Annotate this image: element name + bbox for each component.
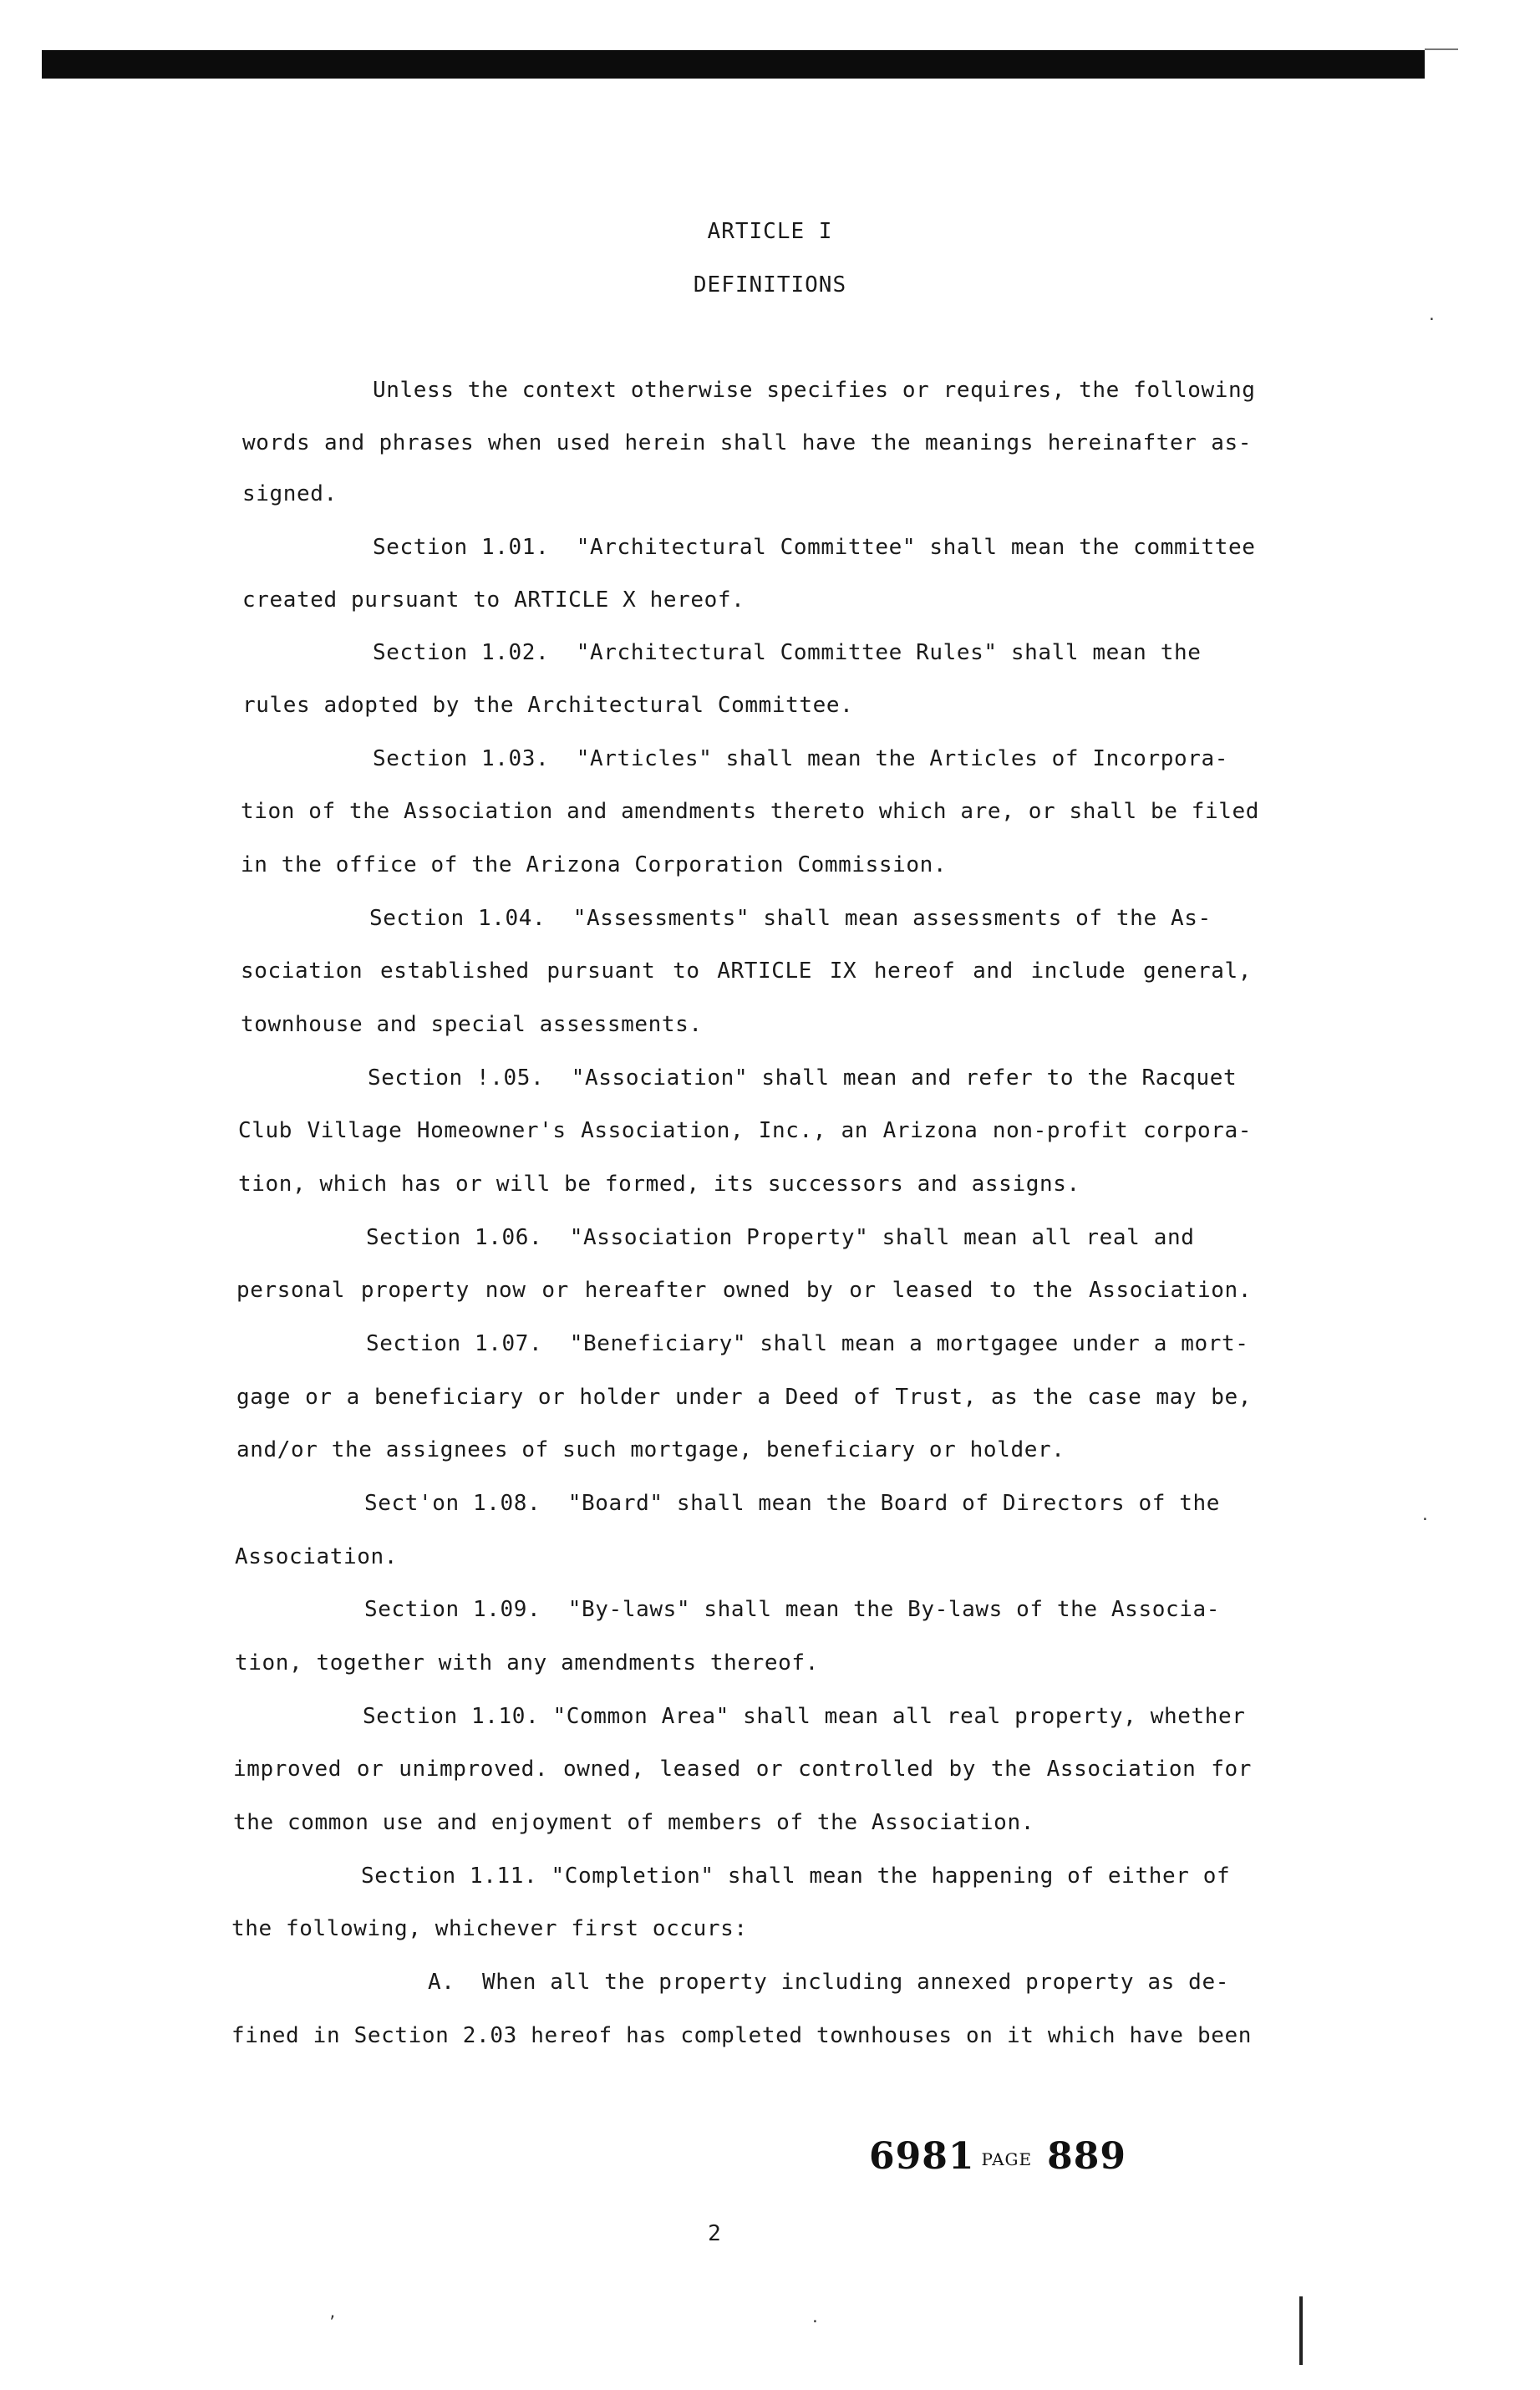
text-line: in the office of the Arizona Corporation Commission. (241, 852, 948, 877)
text-line: Section 1.03. "Articles" shall mean the Articles of Incorpora- (373, 746, 1228, 771)
article-title: ARTICLE I (707, 219, 833, 244)
text-line: Club Village Homeowner's Association, Inc., an Arizona non-profit corpora- (238, 1118, 1252, 1143)
text-line: Section 1.11. "Completion" shall mean the happening of either of (361, 1864, 1231, 1889)
text-line: rules adopted by the Architectural Committee. (242, 693, 854, 718)
text-line: signed. (242, 481, 338, 506)
text-line: created pursuant to ARTICLE X hereof. (242, 587, 745, 613)
scan-speck: · (811, 2313, 820, 2331)
stamp-book-number: 6981 (869, 2135, 975, 2178)
text-line: Unless the context otherwise specifies or requires, the following (373, 378, 1256, 403)
text-line: Section 1.01. "Architectural Committee" shall mean the committee (373, 535, 1256, 560)
scan-speck: ’ (328, 2313, 337, 2331)
recording-stamp (869, 2135, 1126, 2178)
text-line: fined in Section 2.03 hereof has completed townhouses on it which have been (231, 2023, 1252, 2048)
text-line: words and phrases when used herein shall have the meanings hereinafter as- (242, 430, 1252, 455)
text-line: and/or the assignees of such mortgage, beneficiary or holder. (236, 1437, 1065, 1462)
scan-speck: · (1427, 311, 1436, 328)
text-line: A. When all the property including annexed property as de- (428, 1970, 1229, 1995)
text-line: Sect'on 1.08. "Board" shall mean the Board of Directors of the (364, 1491, 1220, 1516)
scan-edge-mark (1425, 48, 1458, 50)
text-line: Section 1.04. "Assessments" shall mean assessments of the As- (369, 906, 1212, 931)
text-line: townhouse and special assessments. (241, 1012, 703, 1037)
text-line: Section 1.09. "By-laws" shall mean the By-laws of the Associa- (364, 1597, 1220, 1622)
scan-margin-mark (1299, 2296, 1303, 2365)
page-number: 2 (708, 2221, 721, 2246)
text-line: Section 1.06. "Association Property" shall mean all real and (366, 1225, 1195, 1250)
text-line: improved or unimproved. owned, leased or controlled by the Association for (233, 1757, 1252, 1782)
text-line: tion, which has or will be formed, its successors and assigns. (238, 1172, 1080, 1197)
text-line: sociation established pursuant to ARTICLE IX hereof and include general, (241, 959, 1252, 984)
text-line: the following, whichever first occurs: (231, 1916, 748, 1941)
text-line: Section 1.07. "Beneficiary" shall mean a mortgagee under a mort- (366, 1331, 1249, 1356)
text-line: tion of the Association and amendments thereto which are, or shall be filed (241, 799, 1259, 824)
stamp-page-label: PAGE (981, 2148, 1033, 2169)
text-line: gage or a beneficiary or holder under a Deed of Trust, as the case may be, (236, 1385, 1252, 1410)
text-line: Section 1.10. "Common Area" shall mean all real property, whether (363, 1704, 1246, 1729)
text-line: the common use and enjoyment of members of the Association. (233, 1810, 1034, 1835)
text-line: Association. (235, 1544, 399, 1569)
scan-top-bar (42, 50, 1425, 79)
text-line: Section 1.02. "Architectural Committee Rules" shall mean the (373, 640, 1202, 665)
text-line: tion, together with any amendments thereof. (235, 1650, 819, 1676)
scan-speck: · (1421, 1511, 1430, 1528)
article-subtitle: DEFINITIONS (693, 272, 847, 297)
stamp-page-number: 889 (1047, 2135, 1126, 2178)
text-line: personal property now or hereafter owned by or leased to the Association. (236, 1278, 1252, 1303)
text-line: Section !.05. "Association" shall mean and refer to the Racquet (368, 1065, 1238, 1091)
